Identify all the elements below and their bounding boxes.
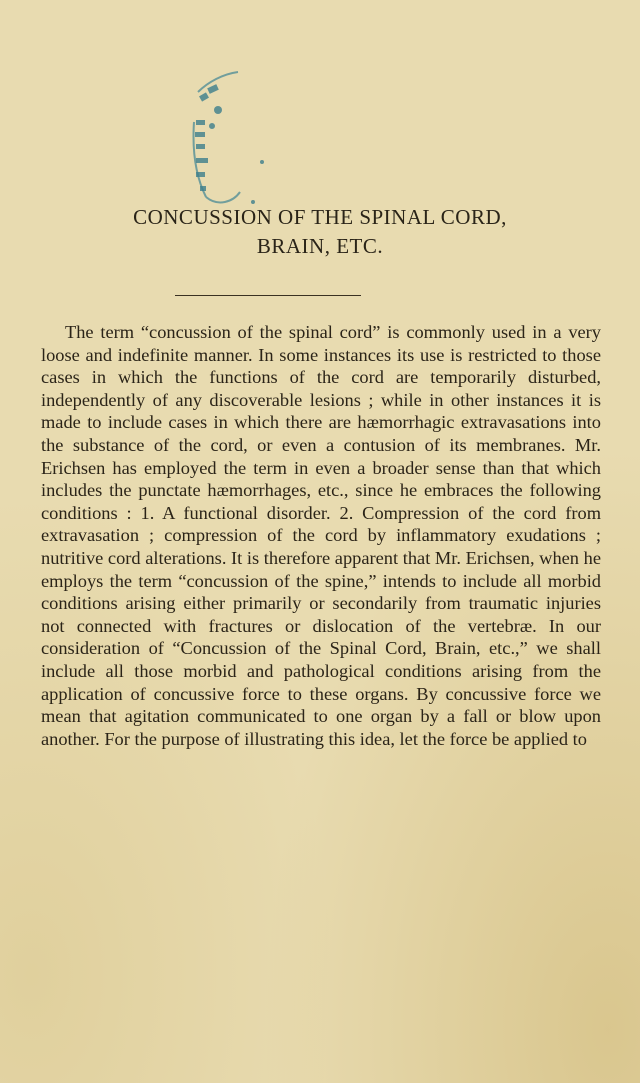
library-stamp-icon [178,62,268,212]
chapter-title-line-2: BRAIN, ETC. [256,234,384,258]
title-divider [175,295,361,296]
body-paragraph: The term “concussion of the spinal cord” is commonly used in a very loose and indefinite manner. In some instances its use is restricted to those cases in which the functions of the cord are temporarily disturbed, independently of any discoverable lesions ; while in other instances it is made to include cases in which there are hæmorrhagic extravasations into the substance of the cord, or even a contusion of its membranes. Mr. Erichsen has employed the term in even a broader sense than that which includes the punctate hæmorrhages, etc., since he embraces the following conditions : 1. A functional disorder. 2. Compression of the cord from extravasation ; compression of the cord by inflammatory exudations ; nutritive cord alterations. It is therefore apparent that Mr. Erichsen, when he employs the term “concussion of the spine,” intends to include all morbid conditions arising either primarily or secondarily from traumatic injuries not connected with fractures or dislocation of the vertebræ. In our consideration of “Concussion of the Spinal Cord, Brain, etc.,” we shall include all those morbid and pathological conditions arising from the application of concussive force to these organs. By concussive force we mean that agitation communicated to one organ by a fall or blow upon another. For the purpose of illustrating this idea, let the force be applied to [41,322,601,749]
chapter-title-line-1: CONCUSSION OF THE SPINAL CORD, [133,205,507,229]
